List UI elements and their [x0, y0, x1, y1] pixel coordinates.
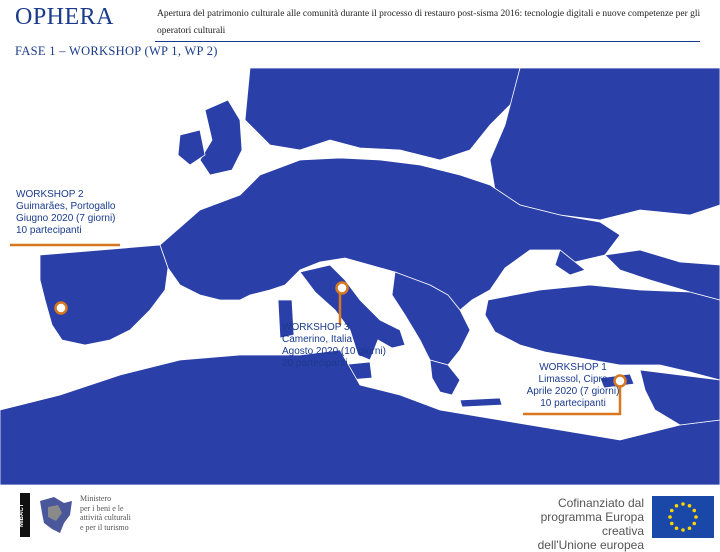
eu-star	[681, 528, 685, 532]
workshop-2-title: WORKSHOP 2	[16, 189, 84, 200]
eu-star	[688, 504, 692, 508]
mibact-emblem-icon	[34, 493, 78, 537]
mibact-vertical-text: MIBACT	[19, 503, 25, 527]
eu-star	[670, 522, 674, 526]
eu-star	[692, 522, 696, 526]
cofund-line-2: programma Europa creativa	[540, 510, 644, 538]
eu-star	[668, 515, 672, 519]
workshop-3-title: WORKSHOP 3	[282, 322, 350, 333]
workshop-3-participants: 20 partecipanti	[282, 358, 348, 369]
ministry-line-1: Ministero	[80, 494, 112, 503]
mibact-text	[80, 494, 131, 532]
ministry-line-3: attività culturali	[80, 513, 131, 522]
workshop-1-label	[505, 362, 641, 410]
workshop-2-participants: 10 partecipanti	[16, 225, 82, 236]
ministry-line-4: e per il turismo	[80, 522, 129, 532]
workshop-2-label	[16, 189, 116, 237]
eu-star	[681, 502, 685, 506]
eu-star	[694, 515, 698, 519]
land-crete	[460, 398, 502, 407]
workshop-3-date: Agosto 2020 (10 giorni)	[282, 346, 386, 357]
workshop-1-date: Aprile 2020 (7 giorni)	[526, 386, 620, 397]
eu-star	[675, 504, 679, 508]
workshop-1-title: WORKSHOP 1	[539, 362, 607, 373]
workshop-3-place: Camerino, Italia	[282, 334, 353, 345]
workshop-1-participants: 10 partecipanti	[540, 398, 606, 409]
ministry-line-2: per i beni e le	[80, 503, 124, 513]
eu-flag-icon	[652, 496, 714, 538]
eu-star	[692, 509, 696, 513]
eu-star	[670, 509, 674, 513]
cofund-line-3: dell'Unione europea	[537, 538, 644, 552]
workshop-1-place: Limassol, Cipro	[538, 374, 608, 385]
header-description: Apertura del patrimonio culturale alle comunità durante il processo di restauro post-sisma 2016: tecnologie digitali e nuove competenze per gli operatori culturali	[157, 9, 701, 36]
europe-map	[0, 68, 720, 485]
cofund-text	[496, 496, 644, 552]
workshop-2-place: Guimarães, Portogallo	[16, 201, 116, 212]
eu-star	[675, 526, 679, 530]
phase-title: FASE 1 – WORKSHOP (WP 1, WP 2)	[15, 44, 218, 58]
marker-camerino	[337, 283, 348, 294]
eu-star	[688, 526, 692, 530]
marker-guimaraes	[56, 303, 67, 314]
cofund-line-1: Cofinanziato dal	[557, 496, 644, 510]
workshop-2-date: Giugno 2020 (7 giorni)	[16, 213, 116, 224]
header-rule	[155, 41, 700, 42]
land-russia-north	[490, 68, 720, 220]
workshop-3-label	[282, 322, 386, 370]
ophera-logo: OPHERA	[15, 4, 115, 30]
